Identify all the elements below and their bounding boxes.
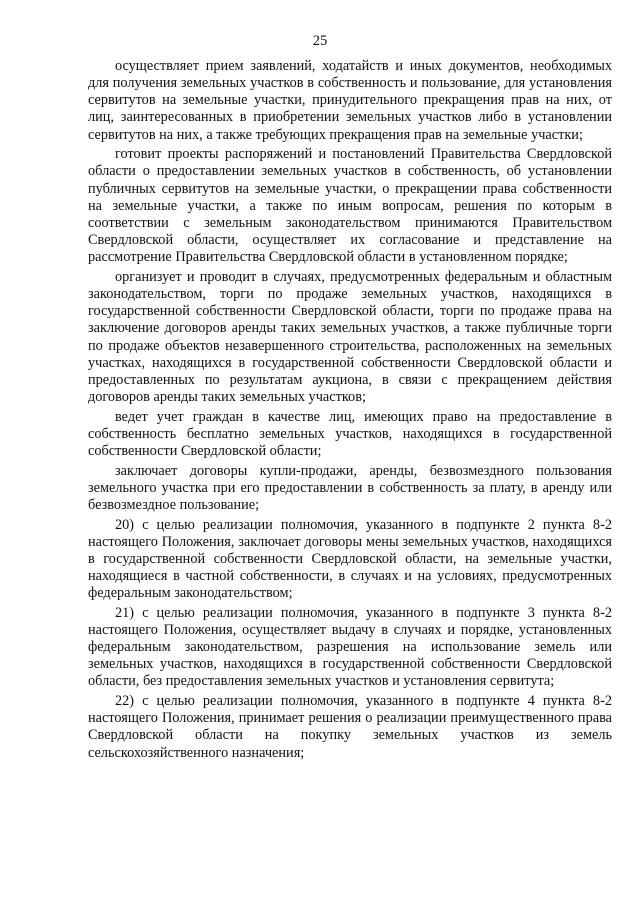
paragraph-prepares-drafts: готовит проекты распоряжений и постановлений Правительства Свердловской области о предоставлении земельных участков в собственность, об установлении публичных сервитутов на земельные участки, о прекращении права собственности на земельные участки, а также по иным вопросам, решения по которым в соответствии с земельным законодательством принимаются Правительством Свердловской области, осуществляет их согласование и представление на рассмотрение Правительства Свердловской области в установленном порядке; bbox=[88, 146, 612, 266]
paragraph-organizes-auctions: организует и проводит в случаях, предусмотренных федеральным и областным законодательством, торги по продаже земельных участков, находящихся в государственной собственности Свердловской области, торги по продаже права на заключение договоров аренды таких земельных участков, а также публичные торги по продаже объектов незавершенного строительства, расположенных на земельных участках, находящихся в государственной собственности Свердловской области и предоставленных по результатам аукциона, в связи с прекращением действия договоров аренды таких земельных участков; bbox=[88, 268, 612, 405]
page-number: 25 bbox=[312, 33, 328, 49]
paragraph-concludes-contracts: заключает договоры купли-продажи, аренды, безвозмездного пользования земельного участка при его предоставлении в собственность за плату, в аренду или безвозмездное пользование; bbox=[88, 462, 612, 513]
document-body bbox=[88, 58, 612, 764]
paragraph-item-20: 20) с целью реализации полномочия, указанного в подпункте 2 пункта 8-2 настоящего Положения, заключает договоры мены земельных участков, находящихся в государственной собственности Свердловской области, на земельные участки, находящиеся в частной собственности, в случаях и на условиях, предусмотренных федеральным законодательством; bbox=[88, 516, 612, 602]
paragraph-accepts-applications: осуществляет прием заявлений, ходатайств и иных документов, необходимых для получения земельных участков в собственность и пользование, для установления сервитутов на земельные участки, принудительного прекращения прав на них, от лиц, заинтересованных в приобретении земельных участков либо в установлении сервитутов на них, а также требующих прекращения прав на земельные участки; bbox=[88, 58, 612, 143]
paragraph-item-21: 21) с целью реализации полномочия, указанного в подпункте 3 пункта 8-2 настоящего Положения, осуществляет выдачу в случаях и порядке, установленных федеральным законодательством, разрешения на использование земель или земельных участков, находящихся в государственной собственности Свердловской области, без предоставления земельных участков и установления сервитута; bbox=[88, 604, 612, 690]
paragraph-citizen-registry: ведет учет граждан в качестве лиц, имеющих право на предоставление в собственность бесплатно земельных участков, находящихся в государственной собственности Свердловской области; bbox=[88, 408, 612, 459]
paragraph-item-22: 22) с целью реализации полномочия, указанного в подпункте 4 пункта 8-2 настоящего Положения, принимает решения о реализации преимущественного права Свердловской области на покупку земельных участков из земель сельскохозяйственного назначения; bbox=[88, 693, 612, 761]
